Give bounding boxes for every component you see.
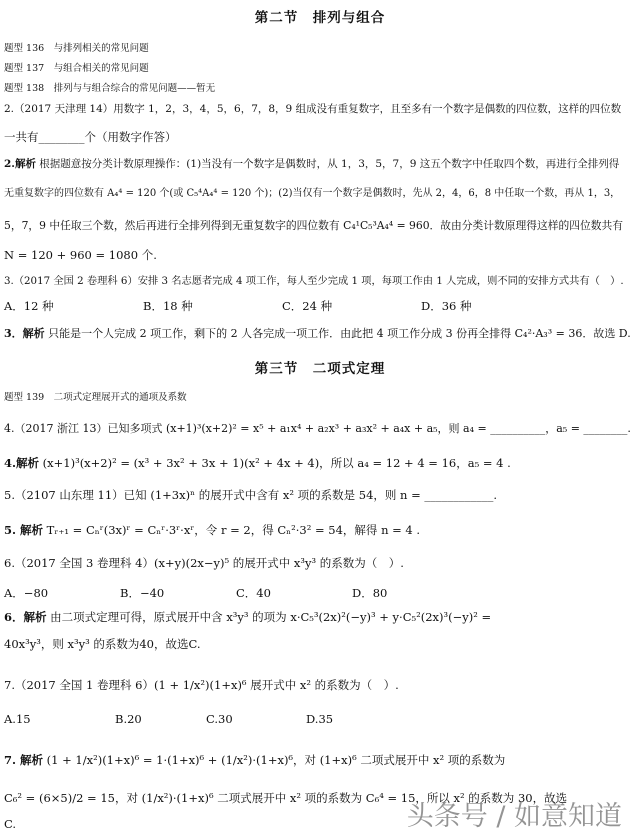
q5-line1: 5.（2107 山东理 11）已知 (1+3x)ⁿ 的展开式中含有 x² 项的系数是 54，则 n = ____________.	[4, 488, 498, 502]
watermark: 头条号 / 如意知道	[406, 801, 622, 832]
a7-line2: C₆² = (6×5)/2 = 15，对 (1/x²)·(1+x)⁶ 二项式展开中 x² 项的系数为 C₆⁴ = 15，所以 x² 的系数为 30，故选	[4, 791, 568, 805]
a3-label: 3．解析	[4, 327, 45, 340]
a5-label: 5. 解析	[4, 523, 44, 537]
topic-136: 题型 136 与排列相关的常见问题	[4, 43, 149, 54]
q3-option-b: B．18 种	[143, 299, 193, 313]
q4-line1: 4.（2017 浙江 13）已知多项式 (x+1)³(x+2)² = x⁵ + a₁x⁴ + a₂x³ + a₃x² + a₄x + a₅，则 a₄ = __________，a₅ = ________.	[4, 422, 631, 435]
section-title-binomial: 第三节 二项式定理	[254, 361, 386, 377]
a2-line3: 5，7，9 中任取三个数，然后再进行全排列得到无重复数字的四位数有 C₄¹C₅³A₄⁴ = 960．故由分类计数原理得这样的四位数共有	[4, 219, 624, 232]
a2-line4: N = 120 + 960 = 1080 个.	[4, 248, 157, 262]
topic-139: 题型 139 二项式定理展开式的通项及系数	[4, 392, 187, 403]
q7-line1: 7.（2017 全国 1 卷理科 6）(1 + 1/x²)(1+x)⁶ 展开式中 x² 的系数为（ ）.	[4, 678, 399, 692]
a3-line1: 3．解析 只能是一个人完成 2 项工作，剩下的 2 人各完成一项工作．由此把 4 项工作分成 3 份再全排得 C₄²·A₃³ = 36．故选 D.	[4, 327, 631, 340]
a7-label: 7. 解析	[4, 753, 44, 767]
q6-option-c: C．40	[236, 586, 271, 600]
q7-option-c: C.30	[206, 712, 233, 726]
q6-option-d: D．80	[352, 586, 388, 600]
section-title-permutation: 第二节 排列与组合	[254, 10, 386, 26]
q3-line1: 3.（2017 全国 2 卷理科 6）安排 3 名志愿者完成 4 项工作，每人至少完成 1 项，每项工作由 1 人完成，则不同的安排方式共有（ ）.	[4, 275, 624, 287]
q2-line2: 一共有________个（用数字作答）	[4, 130, 177, 144]
topic-138: 题型 138 排列与与组合综合的常见问题——暂无	[4, 83, 216, 94]
q6-option-b: B．−40	[120, 586, 165, 600]
a2-label: 2.解析	[4, 158, 36, 170]
a2-line1: 2.解析 根据题意按分类计数原理操作：(1)当没有一个数字是偶数时，从 1，3，5，7，9 这五个数字中任取四个数，再进行全排列得	[4, 158, 620, 170]
a4-label: 4.解析	[4, 456, 40, 470]
q3-option-c: C．24 种	[282, 299, 333, 313]
a5-line1: 5. 解析 Tᵣ₊₁ = Cₙʳ(3x)ʳ = Cₙʳ·3ʳ·xʳ，令 r = 2，得 Cₙ²·3² = 54，解得 n = 4 .	[4, 523, 421, 537]
a7-line1: 7. 解析 (1 + 1/x²)(1+x)⁶ = 1·(1+x)⁶ + (1/x²)·(1+x)⁶，对 (1+x)⁶ 二项式展开中 x² 项的系数为	[4, 753, 506, 767]
q7-option-a: A.15	[4, 712, 31, 726]
q6-line1: 6.（2017 全国 3 卷理科 4）(x+y)(2x−y)⁵ 的展开式中 x³y³ 的系数为（ ）.	[4, 556, 404, 570]
q7-option-b: B.20	[115, 712, 142, 726]
q6-option-a: A．−80	[4, 586, 49, 600]
a6-line1: 6．解析 由二项式定理可得，原式展开中含 x³y³ 的项为 x·C₅³(2x)²(−y)³ + y·C₅²(2x)³(−y)² =	[4, 610, 492, 624]
topic-137: 题型 137 与组合相关的常见问题	[4, 63, 149, 74]
q2-line1: 2.（2017 天津理 14）用数字 1，2，3，4，5，6，7，8，9 组成没有重复数字，且至多有一个数字是偶数的四位数，这样的四位数	[4, 103, 622, 115]
q3-option-a: A．12 种	[4, 299, 54, 313]
a7-line3: C.	[4, 817, 17, 831]
q3-option-d: D．36 种	[421, 299, 472, 313]
a2-line2: 无重复数字的四位数有 A₄⁴ = 120 个(或 C₅⁴A₄⁴ = 120 个)；(2)当仅有一个数字是偶数时，先从 2，4，6，8 中任取一个数，再从 1，3，	[4, 188, 621, 199]
q7-option-d: D.35	[306, 712, 334, 726]
a4-line1: 4.解析 (x+1)³(x+2)² = (x³ + 3x² + 3x + 1)(x² + 4x + 4)，所以 a₄ = 12 + 4 = 16，a₅ = 4 .	[4, 456, 511, 470]
a6-label: 6．解析	[4, 610, 47, 624]
a6-line2: 40x³y³，则 x³y³ 的系数为40，故选C.	[4, 637, 201, 651]
